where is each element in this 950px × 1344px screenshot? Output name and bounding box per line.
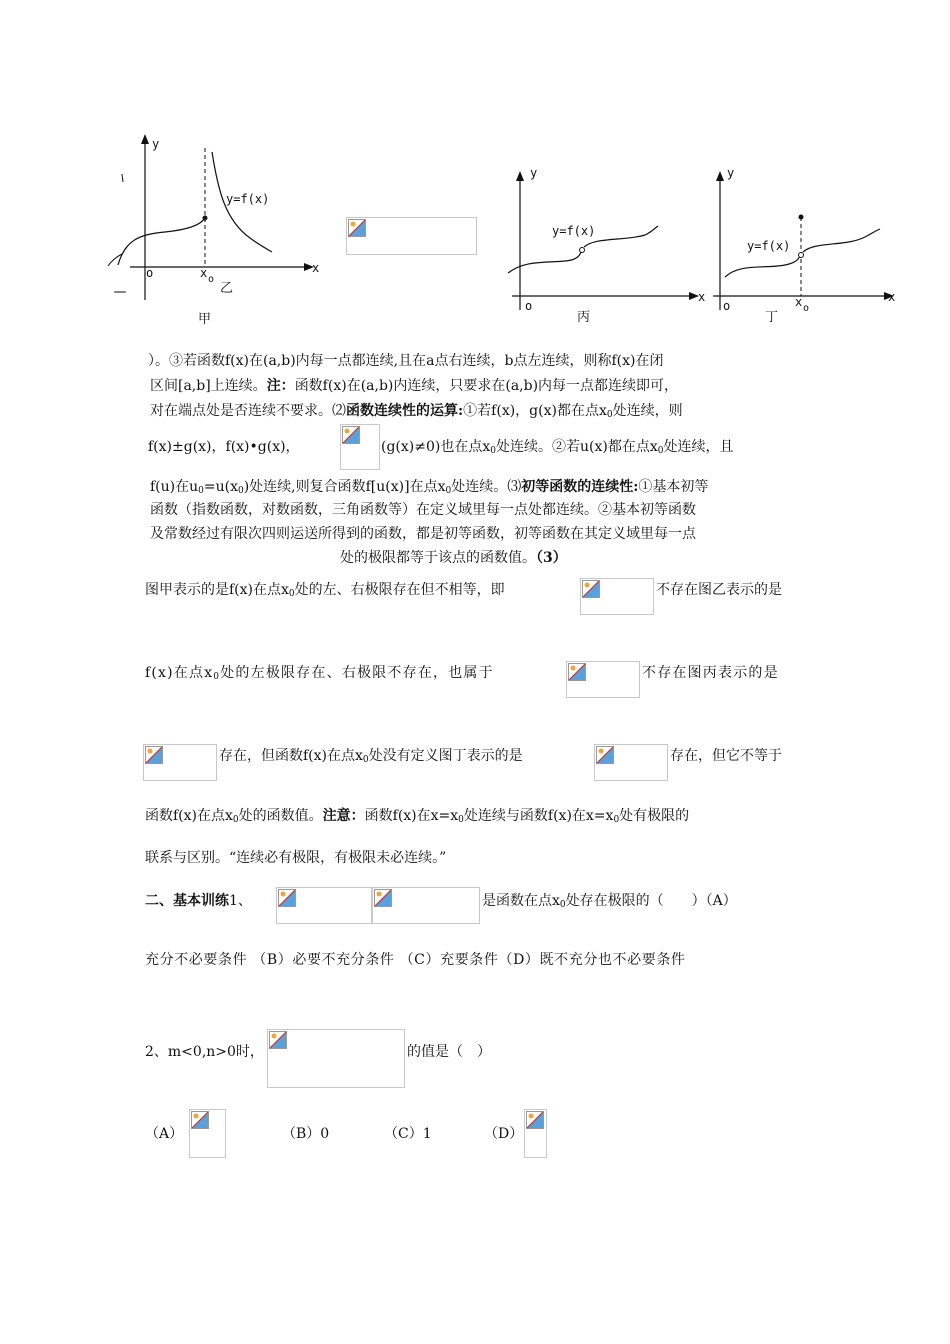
broken-image-icon [342,426,360,444]
option-c: （C）1 [384,1126,432,1142]
broken-image-icon [526,1111,544,1129]
p2-line-2a: f(x)在点$x_0$处的左极限存在、右极限不存在，也属于 [145,665,494,682]
p1-line-7: 及常数经过有限次四则运送所得到的函数，都是初等函数，初等函数在其定义域里每一点 [150,526,696,542]
question-1-options: 充分不必要条件 （B）必要不充分条件 （C）充要条件（D）既不充分也不必要条件 [145,952,686,968]
broken-image [143,744,217,781]
jia-x-label: x [312,261,320,275]
question-2-tail: 的值是（ ） [407,1044,491,1060]
option-a: （A） [145,1126,184,1142]
p2-line-5: 联系与区别。“连续必有极限，有极限未必连续。” [145,850,447,866]
broken-image [189,1109,226,1158]
question-1-stem: 是函数在点$x_0$处存在极限的（ ）（A） [482,893,737,910]
broken-image-icon [269,1031,287,1049]
broken-image [594,744,668,781]
ding-x0-sub: o [803,303,810,314]
ding-x0-label: x [795,295,803,309]
p1-line-8: 处的极限都等于该点的函数值。（3） [340,550,567,566]
p2-line-3b: 存在，但它不等于 [670,748,782,764]
broken-image-icon [374,889,392,907]
jia-x0-sub: o [208,274,215,285]
bing-x-label: x [698,290,706,304]
option-b: （B）0 [282,1126,330,1142]
figure-caption-jia: 甲 [198,312,212,327]
broken-image [346,217,477,255]
p2-line-2b: 不存在图丙表示的是 [642,665,779,681]
broken-image [276,887,372,924]
figure-caption-bing: 丙 [577,310,591,325]
broken-image [566,661,640,698]
p2-line-1a: 图甲表示的是f(x)在点$x_0$处的左、右极限存在但不相等，即 [145,582,505,599]
jia-origin-label: o [146,266,154,280]
ding-y-label: y [727,166,735,180]
option-d: （D） [484,1126,524,1142]
p1-line-4b: (g(x)≠0)也在点$x_0$处连续。②若u(x)都在点$x_0$处连续，且 [381,439,734,456]
ding-func-label: y=f(x) [747,239,791,253]
p1-line-1: ）。③若函数f(x)在(a,b)内每一点都连续,且在a点右连续，b点左连续，则称f(x)在闭 [148,353,664,369]
figure-ding [705,165,905,330]
figure-caption-yi: 乙 [220,281,234,296]
jia-y-label: y [152,137,160,151]
broken-image [372,887,480,924]
broken-image [524,1109,547,1158]
section-heading: 二、基本训练1、 [145,893,252,909]
figure-caption-ding: 丁 [765,310,779,325]
ding-origin-label: o [723,299,731,313]
broken-image [340,424,380,470]
broken-image [580,578,654,615]
p2-line-4: 函数f(x)在点$x_0$处的函数值。注意：函数f(x)在$x=x_0$处连续与函数f(x)在$x=x_0$处有极限的 [145,808,690,825]
figure-bing [500,165,710,330]
bing-y-label: y [530,166,538,180]
p1-line-2: 区间[a,b]上连续。注：函数f(x)在(a,b)内连续，只要求在(a,b)内每一点都连续即可， [150,378,679,394]
p1-line-5: f(u)在$u_0=u(x_0)$处连续,则复合函数f[u(x)]在点$x_0$处连续。⑶初等函数的连续性:①基本初等 [150,479,709,496]
broken-image [267,1029,405,1088]
ding-x-label: x [888,290,896,304]
question-2-stem: 2、m<0,n>0时， [145,1044,264,1060]
broken-image-icon [278,889,296,907]
figure-jia [100,130,330,330]
bing-func-label: y=f(x) [552,224,596,238]
bing-origin-label: o [525,299,533,313]
p1-line-4a: f(x)±g(x)，f(x)•g(x)， [148,439,300,455]
broken-image-icon [568,663,586,681]
broken-image-icon [145,746,163,764]
jia-func-label: y=f(x) [226,192,270,206]
jia-x0-label: x [200,266,208,280]
p1-line-3: 对在端点处是否连续不要求。⑵函数连续性的运算:①若f(x)，g(x)都在点$x_0$处连续，则 [150,403,683,420]
broken-image-icon [582,580,600,598]
p1-line-6: 函数（指数函数，对数函数，三角函数等）在定义域里每一点处都连续。②基本初等函数 [150,502,696,518]
broken-image-icon [596,746,614,764]
p2-line-1b: 不存在图乙表示的是 [656,582,782,598]
p2-line-3a: 存在，但函数f(x)在点$x_0$处没有定义图丁表示的是 [219,748,523,765]
broken-image-icon [348,219,366,237]
broken-image-icon [191,1111,209,1129]
